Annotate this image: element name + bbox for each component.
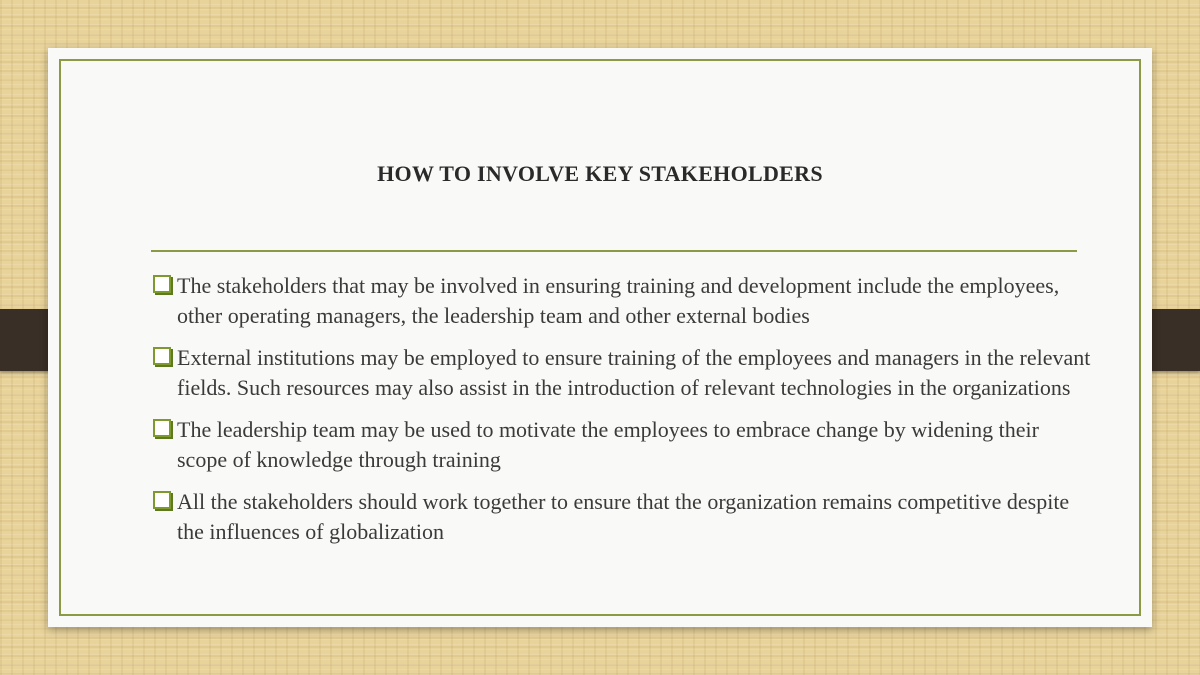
checkbox-square-icon — [153, 347, 171, 365]
bullet-text: All the stakeholders should work together to ensure that the organization remains competitive despite the influences of globalization — [177, 489, 1070, 544]
bullet-item — [151, 487, 1091, 547]
slide-title: HOW TO INVOLVE KEY STAKEHOLDERS — [377, 161, 823, 186]
slide-card — [48, 48, 1152, 627]
bullet-item — [151, 415, 1091, 475]
slide-frame — [59, 59, 1141, 616]
bullet-text: The leadership team may be used to motivate the employees to embrace change by widening their scope of knowledge through training — [177, 417, 1039, 472]
bullet-text: External institutions may be employed to ensure training of the employees and managers in the relevant fields. Such resources may also assist in the introduction of relevant technologies in the organizations — [177, 345, 1091, 400]
bullet-item — [151, 343, 1091, 403]
title-divider — [151, 250, 1077, 252]
checkbox-square-icon — [153, 419, 171, 437]
bullet-list — [151, 271, 1091, 559]
checkbox-square-icon — [153, 275, 171, 293]
checkbox-square-icon — [153, 491, 171, 509]
bullet-text: The stakeholders that may be involved in ensuring training and development include the employees, other operating managers, the leadership team and other external bodies — [177, 273, 1060, 328]
bullet-item — [151, 271, 1091, 331]
